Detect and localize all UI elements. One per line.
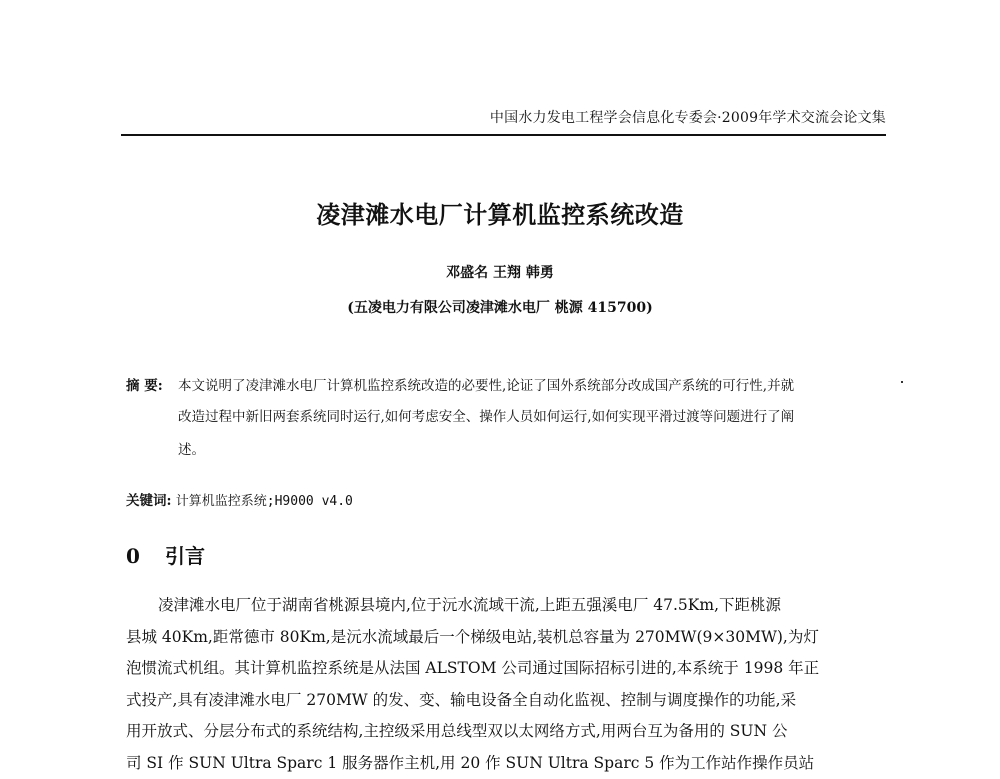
body-line: 式投产,具有凌津滩水电厂 270MW 的发、变、输电设备全自动化监视、控制与调度操作的功能,采 — [126, 685, 892, 717]
paper-title: 凌津滩水电厂计算机监控系统改造 — [0, 195, 1000, 230]
body-paragraph — [126, 590, 892, 779]
body-line: 泡惯流式机组。其计算机监控系统是从法国 ALSTOM 公司通过国际招标引进的,本系统于 1998 年正 — [126, 653, 892, 685]
running-header — [121, 106, 886, 136]
body-line: 县城 40Km,距常德市 80Km,是沅水流域最后一个梯级电站,装机总容量为 270MW(9×30MW),为灯 — [126, 622, 892, 654]
section-number: 0 — [126, 544, 158, 568]
abstract-block — [126, 374, 888, 471]
margin-dot — [901, 381, 903, 383]
author-affiliation: (五凌电力有限公司凌津滩水电厂 桃源 415700) — [0, 297, 1000, 317]
body-line: 凌津滩水电厂位于湖南省桃源县境内,位于沅水流域干流,上距五强溪电厂 47.5Km,下距桃源 — [126, 590, 892, 622]
abstract-line: 改造过程中新旧两套系统同时运行,如何考虑安全、操作人员如何运行,如何实现平滑过渡等问题进行了阐 — [178, 405, 888, 438]
keywords-line — [126, 489, 353, 509]
abstract-label: 摘 要: — [126, 374, 178, 394]
header-text: 中国水力发电工程学会信息化专委会·2009年学术交流会论文集 — [490, 107, 886, 127]
keywords-label: 关键词: — [126, 493, 171, 509]
keywords-text: 计算机监控系统;H9000 v4.0 — [176, 494, 353, 509]
body-line: 司 SI 作 SUN Ultra Sparc 1 服务器作主机,用 20 作 SUN Ultra Sparc 5 作为工作站作操作员站 — [126, 748, 892, 779]
body-line: 用开放式、分层分布式的系统结构,主控级采用总线型双以太网络方式,用两台互为备用的 SUN 公 — [126, 716, 892, 748]
section-heading — [126, 540, 205, 569]
abstract-line: 本文说明了凌津滩水电厂计算机监控系统改造的必要性,论证了国外系统部分改成国产系统的可行性,并就 — [178, 374, 794, 394]
abstract-line: 述。 — [178, 438, 888, 471]
author-list: 邓盛名 王翔 韩勇 — [0, 262, 1000, 282]
section-title: 引言 — [165, 544, 205, 568]
